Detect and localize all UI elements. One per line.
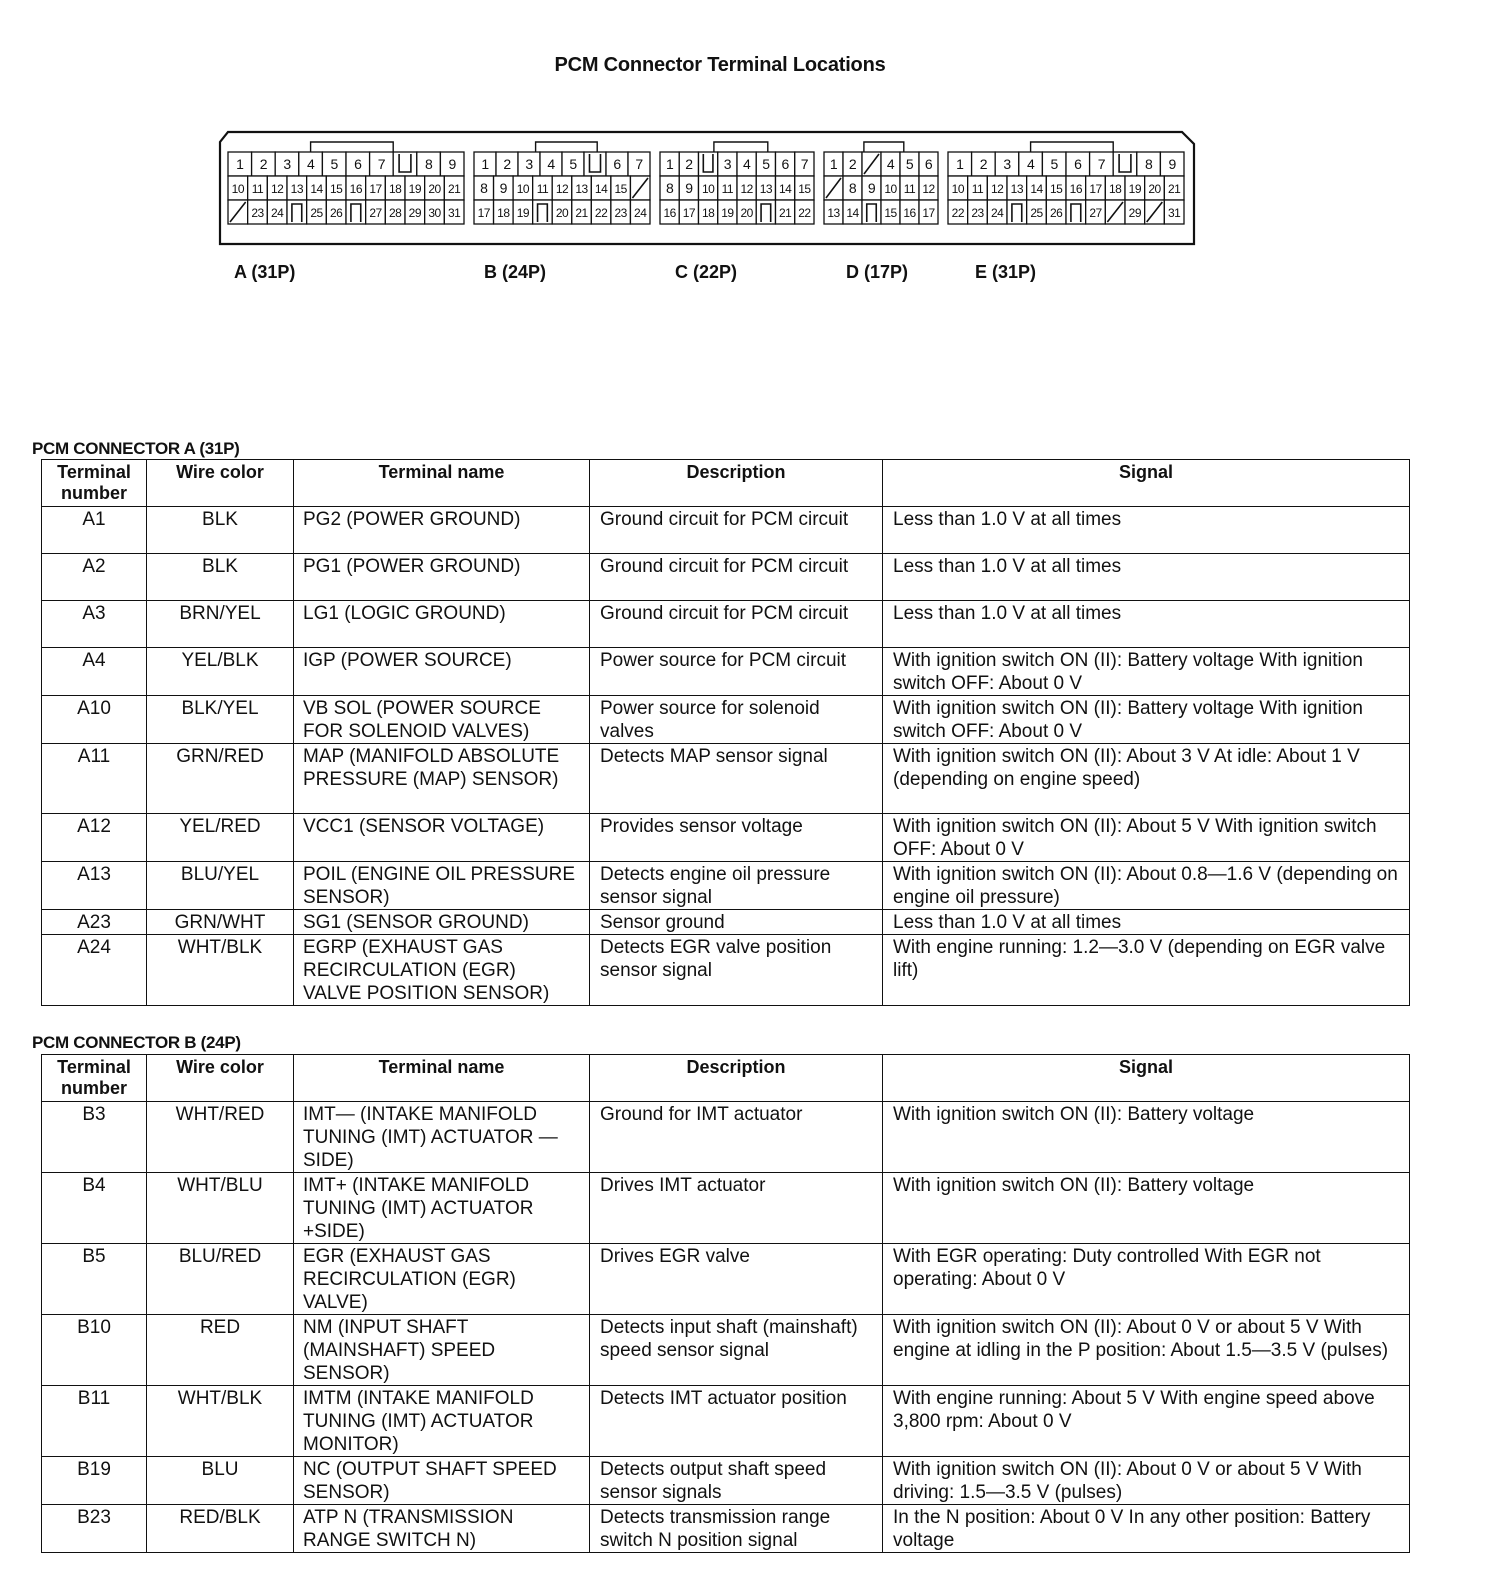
table-row — [42, 862, 1410, 910]
table-row — [42, 814, 1410, 862]
pin-number: 24 — [990, 206, 1004, 220]
pin-number: 20 — [740, 206, 753, 220]
pin-number: 13 — [1010, 182, 1024, 196]
connector-a-table — [41, 459, 1410, 1006]
connector-diagram — [218, 130, 1228, 248]
terminal-name-cell: PG1 (POWER GROUND) — [294, 554, 590, 601]
description-cell: Detects MAP sensor signal — [590, 744, 883, 814]
terminal-number-cell: B3 — [42, 1102, 147, 1173]
header-wire-color: Wire color — [147, 1055, 294, 1102]
pin-number: 17 — [1089, 182, 1102, 196]
pin-number: 7 — [1097, 156, 1106, 172]
table-row — [42, 1173, 1410, 1244]
pin-number: 5 — [569, 156, 577, 172]
table-row — [42, 910, 1410, 935]
signal-cell: With ignition switch ON (II): About 5 V With ignition switch OFF: About 0 V — [883, 814, 1410, 862]
terminal-number-cell: A10 — [42, 696, 147, 744]
pin-number: 12 — [922, 182, 935, 196]
pin-number: 3 — [283, 156, 291, 172]
connector-block — [474, 142, 650, 224]
pin-number: 1 — [665, 156, 674, 172]
pin-number: 10 — [884, 182, 897, 196]
pin-number: 11 — [971, 182, 984, 196]
wire-color-cell: YEL/RED — [147, 814, 294, 862]
pin-number: 31 — [1167, 206, 1181, 220]
table-row — [42, 696, 1410, 744]
terminal-number-cell: B10 — [42, 1315, 147, 1386]
terminal-name-cell: LG1 (LOGIC GROUND) — [294, 601, 590, 648]
description-cell: Drives EGR valve — [590, 1244, 883, 1315]
pin-number: 14 — [594, 182, 608, 196]
terminal-number-cell: A13 — [42, 862, 147, 910]
description-cell: Ground circuit for PCM circuit — [590, 507, 883, 554]
pin-number: 7 — [377, 156, 386, 172]
pin-number: 10 — [231, 182, 245, 196]
pin-number: 6 — [354, 156, 362, 172]
signal-cell: Less than 1.0 V at all times — [883, 910, 1410, 935]
terminal-number-cell: B4 — [42, 1173, 147, 1244]
pin-number: 8 — [480, 180, 488, 196]
terminal-number-cell: B23 — [42, 1505, 147, 1553]
signal-cell: Less than 1.0 V at all times — [883, 554, 1410, 601]
table-row — [42, 1315, 1410, 1386]
terminal-name-cell: IMT+ (INTAKE MANIFOLD TUNING (IMT) ACTUATOR +SIDE) — [294, 1173, 590, 1244]
signal-cell: With ignition switch ON (II): Battery voltage — [883, 1102, 1410, 1173]
description-cell: Ground for IMT actuator — [590, 1102, 883, 1173]
section-title-a: PCM CONNECTOR A (31P) — [32, 439, 240, 458]
connector-a-rows — [42, 507, 1410, 1006]
pin-number: 21 — [1167, 182, 1181, 196]
header-terminal-number: Terminal number — [42, 460, 147, 507]
terminal-name-cell: PG2 (POWER GROUND) — [294, 507, 590, 554]
connector-b-table — [41, 1054, 1410, 1553]
header-description: Description — [590, 460, 883, 507]
pin-number: 15 — [329, 182, 343, 196]
pin-number: 24 — [270, 206, 284, 220]
pin-number: 5 — [905, 156, 914, 172]
pin-number: 29 — [408, 206, 422, 220]
table-row — [42, 601, 1410, 648]
pin-number: 27 — [1089, 206, 1102, 220]
connector-block — [948, 142, 1184, 224]
signal-cell: With ignition switch ON (II): Battery voltage With ignition switch OFF: About 0 V — [883, 648, 1410, 696]
terminal-number-cell: A23 — [42, 910, 147, 935]
connector-b-rows — [42, 1102, 1410, 1553]
pin-number: 3 — [723, 156, 732, 172]
pin-number: 12 — [555, 182, 569, 196]
connector-label-d: D (17P) — [846, 262, 909, 282]
pin-number: 6 — [1074, 156, 1082, 172]
pin-number: 19 — [1128, 182, 1142, 196]
pin-number: 8 — [424, 156, 433, 172]
pin-number: 13 — [827, 206, 840, 220]
pin-number: 20 — [1148, 182, 1161, 196]
header-description: Description — [590, 1055, 883, 1102]
pin-number: 17 — [682, 206, 696, 220]
connector-block — [660, 142, 814, 224]
pin-number: 20 — [428, 182, 441, 196]
pin-number: 2 — [979, 156, 988, 172]
signal-cell: With ignition switch ON (II): About 0.8—1.6 V (depending on engine oil pressure) — [883, 862, 1410, 910]
pin-number: 22 — [798, 206, 811, 220]
pin-number: 6 — [781, 156, 789, 172]
pin-number: 10 — [516, 182, 530, 196]
pin-number: 14 — [310, 182, 323, 196]
terminal-number-cell: A4 — [42, 648, 147, 696]
signal-cell: Less than 1.0 V at all times — [883, 507, 1410, 554]
signal-cell: With engine running: About 5 V With engine speed above 3,800 rpm: About 0 V — [883, 1386, 1410, 1457]
pin-number: 16 — [1069, 182, 1083, 196]
table-row — [42, 507, 1410, 554]
description-cell: Detects EGR valve position sensor signal — [590, 935, 883, 1006]
pin-number: 5 — [1050, 156, 1058, 172]
pin-number: 11 — [903, 182, 916, 196]
pin-number: 25 — [310, 206, 323, 220]
wire-color-cell: WHT/BLK — [147, 1386, 294, 1457]
pin-number: 18 — [388, 182, 402, 196]
pin-number: 7 — [635, 156, 643, 172]
pin-number: 14 — [778, 182, 792, 196]
description-cell: Ground circuit for PCM circuit — [590, 601, 883, 648]
table-row — [42, 744, 1410, 814]
wire-color-cell: GRN/RED — [147, 744, 294, 814]
pin-number: 18 — [1108, 182, 1122, 196]
pin-number: 9 — [1168, 156, 1176, 172]
pin-number: 12 — [270, 182, 284, 196]
terminal-name-cell: IMT— (INTAKE MANIFOLD TUNING (IMT) ACTUATOR —SIDE) — [294, 1102, 590, 1173]
wire-color-cell: WHT/RED — [147, 1102, 294, 1173]
pin-number: 2 — [685, 156, 693, 172]
pin-number: 17 — [477, 206, 490, 220]
pin-number: 4 — [547, 156, 555, 172]
pin-number: 11 — [721, 182, 734, 196]
pin-number: 26 — [329, 206, 343, 220]
wire-color-cell: RED — [147, 1315, 294, 1386]
description-cell: Ground circuit for PCM circuit — [590, 554, 883, 601]
pin-number: 1 — [481, 156, 489, 172]
pin-number: 9 — [685, 180, 693, 196]
pin-number: 11 — [536, 182, 549, 196]
terminal-number-cell: A3 — [42, 601, 147, 648]
signal-cell: With EGR operating: Duty controlled With EGR not operating: About 0 V — [883, 1244, 1410, 1315]
header-wire-color: Wire color — [147, 460, 294, 507]
terminal-number-cell: B19 — [42, 1457, 147, 1505]
description-cell: Detects IMT actuator position — [590, 1386, 883, 1457]
pin-number: 4 — [886, 156, 895, 172]
pin-number: 16 — [903, 206, 916, 220]
pin-number: 29 — [1128, 206, 1142, 220]
terminal-number-cell: A24 — [42, 935, 147, 1006]
pin-number: 1 — [956, 156, 964, 172]
terminal-name-cell: EGRP (EXHAUST GAS RECIRCULATION (EGR) VALVE POSITION SENSOR) — [294, 935, 590, 1006]
pin-number: 12 — [990, 182, 1004, 196]
pin-number: 23 — [971, 206, 984, 220]
description-cell: Detects input shaft (mainshaft) speed sensor signal — [590, 1315, 883, 1386]
pin-number: 17 — [922, 206, 935, 220]
header-terminal-name: Terminal name — [294, 1055, 590, 1102]
pin-number: 14 — [1030, 182, 1043, 196]
pin-number: 10 — [951, 182, 965, 196]
description-cell: Power source for PCM circuit — [590, 648, 883, 696]
pin-number: 27 — [369, 206, 382, 220]
pin-number: 9 — [499, 180, 507, 196]
pin-number: 10 — [701, 182, 715, 196]
page-title: PCM Connector Terminal Locations — [554, 54, 886, 76]
terminal-name-cell: SG1 (SENSOR GROUND) — [294, 910, 590, 935]
connector-label-b: B (24P) — [484, 262, 547, 282]
pin-number: 13 — [575, 182, 588, 196]
pin-number: 30 — [428, 206, 441, 220]
wire-color-cell: GRN/WHT — [147, 910, 294, 935]
terminal-name-cell: VB SOL (POWER SOURCE FOR SOLENOID VALVES) — [294, 696, 590, 744]
table-row — [42, 935, 1410, 1006]
table-row — [42, 648, 1410, 696]
pin-number: 22 — [951, 206, 965, 220]
terminal-name-cell: MAP (MANIFOLD ABSOLUTE PRESSURE (MAP) SENSOR) — [294, 744, 590, 814]
wire-color-cell: BLK — [147, 554, 294, 601]
pin-number: 25 — [1030, 206, 1043, 220]
description-cell: Power source for solenoid valves — [590, 696, 883, 744]
pin-number: 11 — [251, 182, 264, 196]
pin-number: 9 — [867, 180, 876, 196]
pin-number: 16 — [663, 206, 676, 220]
wire-color-cell: BLU/RED — [147, 1244, 294, 1315]
description-cell: Detects transmission range switch N position signal — [590, 1505, 883, 1553]
terminal-name-cell: EGR (EXHAUST GAS RECIRCULATION (EGR) VALVE) — [294, 1244, 590, 1315]
pin-number: 15 — [884, 206, 897, 220]
table-row — [42, 1505, 1410, 1553]
pin-number: 18 — [497, 206, 510, 220]
description-cell: Detects output shaft speed sensor signals — [590, 1457, 883, 1505]
signal-cell: With ignition switch ON (II): About 0 V or about 5 V With driving: 1.5—3.5 V (pulses) — [883, 1457, 1410, 1505]
pin-number: 6 — [613, 156, 621, 172]
table-row — [42, 554, 1410, 601]
wire-color-cell: YEL/BLK — [147, 648, 294, 696]
pin-number: 23 — [614, 206, 627, 220]
pin-number: 2 — [259, 156, 268, 172]
terminal-number-cell: A12 — [42, 814, 147, 862]
terminal-name-cell: VCC1 (SENSOR VOLTAGE) — [294, 814, 590, 862]
pin-number: 4 — [306, 156, 315, 172]
header-terminal-number: Terminal number — [42, 1055, 147, 1102]
pin-number: 7 — [800, 156, 809, 172]
pin-number: 19 — [408, 182, 422, 196]
pin-number: 1 — [236, 156, 244, 172]
pin-number: 23 — [251, 206, 264, 220]
signal-cell: With ignition switch ON (II): About 0 V or about 5 V With engine at idling in the P position: About 1.5—3.5 V (pulses) — [883, 1315, 1410, 1386]
connector-block — [228, 142, 464, 224]
terminal-number-cell: A11 — [42, 744, 147, 814]
pin-number: 6 — [924, 156, 933, 172]
pin-number: 19 — [516, 206, 530, 220]
signal-cell: In the N position: About 0 V In any other position: Battery voltage — [883, 1505, 1410, 1553]
description-cell: Drives IMT actuator — [590, 1173, 883, 1244]
terminal-name-cell: IMTM (INTAKE MANIFOLD TUNING (IMT) ACTUATOR MONITOR) — [294, 1386, 590, 1457]
pin-number: 15 — [614, 182, 627, 196]
pin-number: 8 — [848, 180, 857, 196]
terminal-number-cell: B5 — [42, 1244, 147, 1315]
terminal-number-cell: A1 — [42, 507, 147, 554]
signal-cell: With ignition switch ON (II): Battery voltage — [883, 1173, 1410, 1244]
pin-number: 2 — [503, 156, 511, 172]
description-cell: Detects engine oil pressure sensor signal — [590, 862, 883, 910]
pin-number: 12 — [740, 182, 753, 196]
pin-number: 3 — [525, 156, 533, 172]
terminal-name-cell: POIL (ENGINE OIL PRESSURE SENSOR) — [294, 862, 590, 910]
header-signal: Signal — [883, 460, 1410, 507]
pin-number: 1 — [829, 156, 838, 172]
pin-number: 14 — [846, 206, 859, 220]
pin-number: 15 — [1049, 182, 1063, 196]
terminal-name-cell: NM (INPUT SHAFT (MAINSHAFT) SPEED SENSOR) — [294, 1315, 590, 1386]
pin-number: 5 — [330, 156, 338, 172]
connector-label-e: E (31P) — [975, 262, 1037, 282]
signal-cell: Less than 1.0 V at all times — [883, 601, 1410, 648]
pin-number: 2 — [848, 156, 857, 172]
pin-number: 5 — [762, 156, 770, 172]
wire-color-cell: BLU/YEL — [147, 862, 294, 910]
wire-color-cell: WHT/BLU — [147, 1173, 294, 1244]
pin-number: 21 — [778, 206, 792, 220]
pin-number: 21 — [447, 182, 461, 196]
pin-number: 31 — [447, 206, 461, 220]
terminal-number-cell: B11 — [42, 1386, 147, 1457]
pin-number: 8 — [1144, 156, 1153, 172]
wire-color-cell: RED/BLK — [147, 1505, 294, 1553]
pin-number: 3 — [1003, 156, 1011, 172]
table-row — [42, 1457, 1410, 1505]
pin-number: 24 — [634, 206, 647, 220]
pin-number: 22 — [594, 206, 608, 220]
pin-number: 20 — [555, 206, 569, 220]
pin-number: 15 — [798, 182, 811, 196]
terminal-name-cell: NC (OUTPUT SHAFT SPEED SENSOR) — [294, 1457, 590, 1505]
pin-number: 4 — [742, 156, 751, 172]
section-title-b: PCM CONNECTOR B (24P) — [32, 1033, 241, 1052]
pin-number: 17 — [369, 182, 382, 196]
signal-cell: With ignition switch ON (II): About 3 V At idle: About 1 V (depending on engine speed) — [883, 744, 1410, 814]
connector-label-c: C (22P) — [675, 262, 738, 282]
wire-color-cell: BLU — [147, 1457, 294, 1505]
wire-color-cell: BRN/YEL — [147, 601, 294, 648]
connector-label-a: A (31P) — [234, 262, 296, 282]
pin-number: 19 — [721, 206, 734, 220]
pin-number: 18 — [701, 206, 715, 220]
description-cell: Sensor ground — [590, 910, 883, 935]
connector-block — [824, 142, 938, 224]
signal-cell: With engine running: 1.2—3.0 V (depending on EGR valve lift) — [883, 935, 1410, 1006]
terminal-name-cell: ATP N (TRANSMISSION RANGE SWITCH N) — [294, 1505, 590, 1553]
table-row — [42, 1244, 1410, 1315]
pin-number: 16 — [349, 182, 363, 196]
pin-number: 9 — [448, 156, 456, 172]
terminal-number-cell: A2 — [42, 554, 147, 601]
pin-number: 13 — [290, 182, 304, 196]
wire-color-cell: BLK — [147, 507, 294, 554]
description-cell: Provides sensor voltage — [590, 814, 883, 862]
terminal-name-cell: IGP (POWER SOURCE) — [294, 648, 590, 696]
pin-number: 28 — [388, 206, 402, 220]
pin-number: 4 — [1026, 156, 1035, 172]
pin-number: 13 — [759, 182, 773, 196]
pin-number: 8 — [665, 180, 674, 196]
table-row — [42, 1386, 1410, 1457]
pin-number: 26 — [1049, 206, 1063, 220]
wire-color-cell: WHT/BLK — [147, 935, 294, 1006]
pin-number: 21 — [575, 206, 588, 220]
wire-color-cell: BLK/YEL — [147, 696, 294, 744]
header-signal: Signal — [883, 1055, 1410, 1102]
header-terminal-name: Terminal name — [294, 460, 590, 507]
signal-cell: With ignition switch ON (II): Battery voltage With ignition switch OFF: About 0 V — [883, 696, 1410, 744]
table-row — [42, 1102, 1410, 1173]
